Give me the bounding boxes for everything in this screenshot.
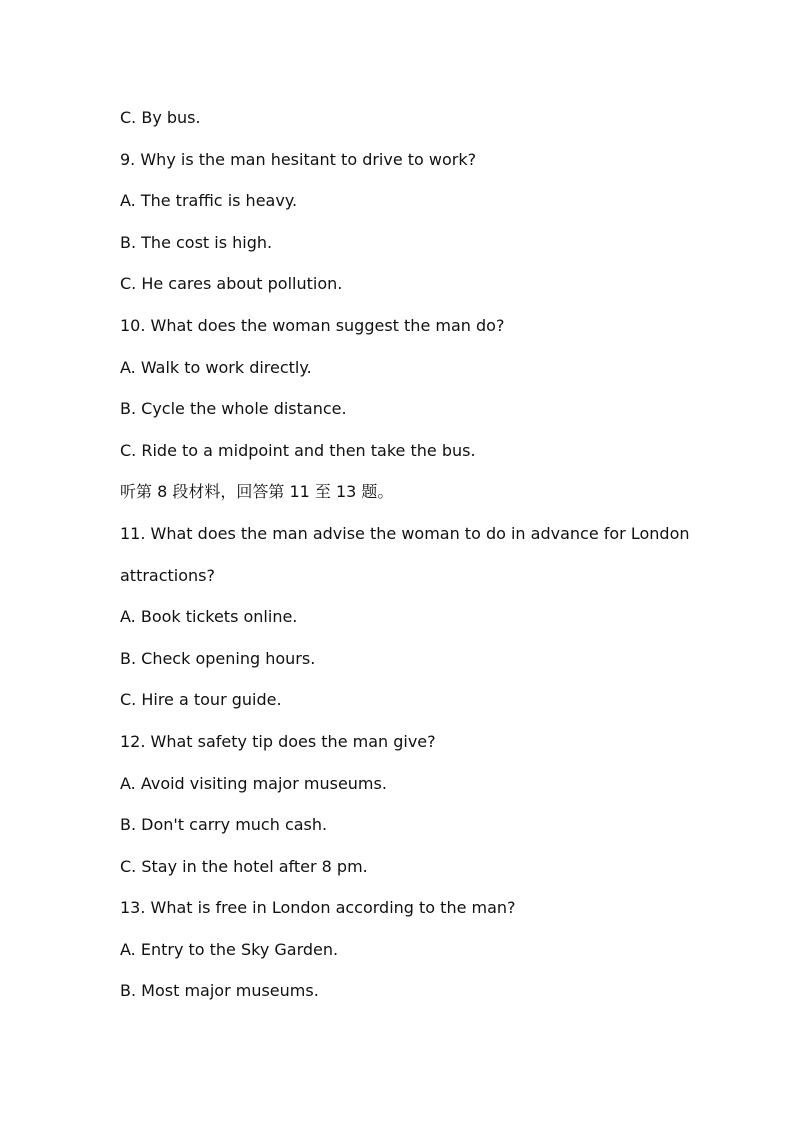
option-text: A. Avoid visiting major museums. bbox=[120, 773, 387, 793]
option-text: B. Check opening hours. bbox=[120, 648, 316, 668]
question-text-continued: attractions? bbox=[120, 565, 216, 585]
option-text: C. He cares about pollution. bbox=[120, 274, 343, 294]
option-text: A. Entry to the Sky Garden. bbox=[120, 939, 339, 959]
option-text: A. Book tickets online. bbox=[120, 607, 298, 627]
option-text: A. The traffic is heavy. bbox=[120, 191, 298, 211]
question-text: 12. What safety tip does the man give? bbox=[120, 731, 436, 751]
option-text: C. By bus. bbox=[120, 108, 201, 127]
question-text: 10. What does the woman suggest the man do? bbox=[120, 315, 505, 335]
option-text: B. Cycle the whole distance. bbox=[120, 399, 347, 419]
option-text: B. The cost is high. bbox=[120, 232, 273, 252]
option-text: B. Don't carry much cash. bbox=[120, 815, 328, 835]
option-text: B. Most major museums. bbox=[120, 981, 319, 1001]
question-text: 11. What does the man advise the woman to do in advance for London bbox=[120, 523, 690, 543]
option-text: C. Hire a tour guide. bbox=[120, 690, 282, 710]
option-text: C. Stay in the hotel after 8 pm. bbox=[120, 856, 368, 876]
option-text: C. Ride to a midpoint and then take the bus. bbox=[120, 440, 476, 460]
question-text: 13. What is free in London according to the man? bbox=[120, 898, 516, 918]
option-text: A. Walk to work directly. bbox=[120, 357, 312, 377]
question-list bbox=[120, 104, 690, 1019]
question-text: 9. Why is the man hesitant to drive to work? bbox=[120, 149, 477, 169]
section-instruction: 听第 8 段材料，回答第 11 至 13 题。 bbox=[120, 482, 394, 502]
